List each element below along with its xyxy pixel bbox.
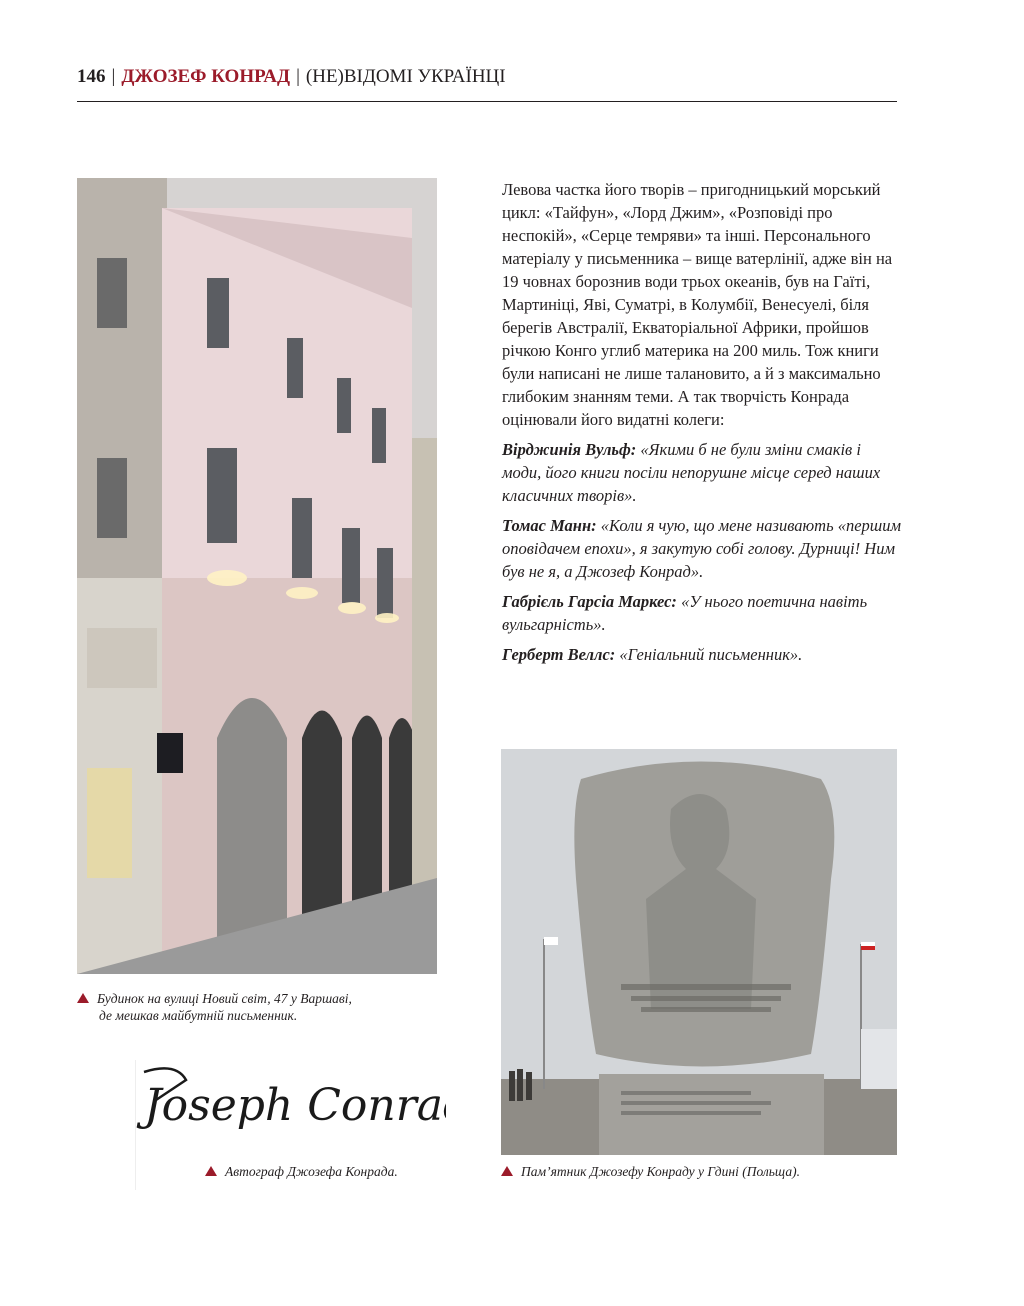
- quote-text: «Геніальний письменник».: [615, 645, 803, 664]
- page-number: 146: [77, 66, 106, 87]
- building-photo: [77, 178, 437, 974]
- quote-1: [502, 438, 902, 507]
- quote-author: Вірджинія Вульф:: [502, 440, 637, 459]
- header-separator-2: |: [296, 66, 300, 87]
- quote-text: «Якими б не були зміни смаків і моди, його книги посіли непорушне місце серед наших класичних творів».: [502, 440, 881, 505]
- running-header: [77, 66, 897, 102]
- section-title: (НЕ)ВІДОМІ УКРАЇНЦІ: [305, 66, 506, 87]
- quote-text: «Коли я чую, що мене називають «першим оповідачем епохи», я закутую собі голову. Дурниці! Ним був не я, а Джозеф Конрад».: [502, 516, 902, 581]
- article-body: [502, 178, 902, 666]
- signature-drawing: [136, 1060, 446, 1165]
- header-separator-1: |: [111, 66, 116, 87]
- signature-script: Joseph Conrad: [144, 1080, 446, 1131]
- caption-building-line2: де мешкав майбутній письменник.: [99, 1008, 298, 1023]
- quote-text: «У нього поетична навіть вульгарність».: [502, 592, 868, 634]
- triangle-icon: [205, 1166, 217, 1176]
- book-title: ДЖОЗЕФ КОНРАД: [121, 66, 291, 87]
- caption-building-line1: Будинок на вулиці Новий світ, 47 у Варшаві,: [97, 991, 352, 1006]
- monument-photo: [501, 749, 897, 1155]
- main-paragraph: Левова частка його творів – пригодницький морський цикл: «Тайфун», «Лорд Джим», «Розповіді про неспокій», «Серце темряви» та інші. Персонального матеріалу у письменника – вище ватерлінії, адже він на 19 човнах борознив води трьох океанів, був на Гаїті, Мартиніці, Яві, Суматрі, в Колумбії, Венесуелі, біля берегів Австралії, Екваторіальної Африки, пройшов річкою Конго углиб материка на 200 миль. Тож книги були написані не лише талановито, а й з максимально глибоким знанням теми. А так творчість Конрада оцінювали його видатні колеги:: [502, 180, 893, 429]
- monument-illustration: [501, 749, 897, 1155]
- quote-2: [502, 514, 902, 583]
- building-illustration: [77, 178, 437, 974]
- quote-author: Габрієль Гарсіа Маркес:: [502, 592, 677, 611]
- quote-author: Герберт Веллс:: [502, 645, 616, 664]
- quote-3: [502, 590, 902, 636]
- caption-autograph: [205, 1163, 435, 1180]
- quote-author: Томас Манн:: [502, 516, 597, 535]
- triangle-icon: [77, 993, 89, 1003]
- caption-autograph-text: Автограф Джозефа Конрада.: [225, 1164, 398, 1179]
- caption-monument: [501, 1163, 901, 1180]
- caption-monument-text: Пам’ятник Джозефу Конраду у Гдині (Польща).: [521, 1164, 801, 1179]
- header-rule: [77, 101, 897, 102]
- triangle-icon: [501, 1166, 513, 1176]
- quote-4: [502, 643, 902, 666]
- caption-building: [77, 990, 407, 1024]
